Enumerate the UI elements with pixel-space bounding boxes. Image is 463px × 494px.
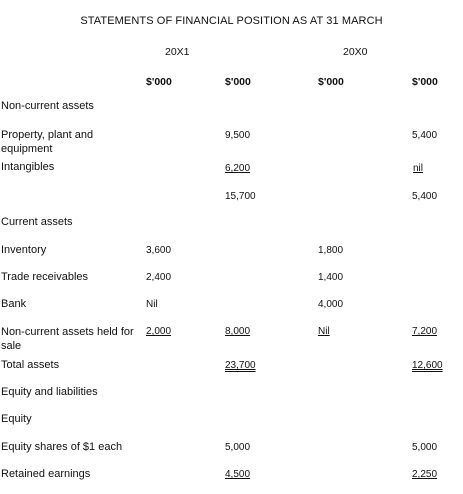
section-heading: Equity and liabilities [1, 386, 98, 398]
value-bank-20x1: Nil [146, 299, 158, 310]
value-retained-20x1: 4,500 [225, 469, 251, 480]
row-label-held-for-sale: Non-current assets held for sale [1, 326, 134, 352]
statement-title: STATEMENTS OF FINANCIAL POSITION AS AT 31 MARCH [80, 15, 383, 27]
row-label-inventory: Inventory [1, 244, 47, 256]
currency-header: $'000 [146, 76, 172, 88]
row-label-retained: Retained earnings [1, 468, 91, 480]
value-inventory-20x1: 3,600 [146, 245, 172, 256]
row-label-bank: Bank [1, 298, 27, 310]
year-header-20x0: 20X0 [343, 46, 368, 58]
section-heading: Equity [1, 413, 32, 425]
value-retained-20x0: 2,250 [412, 469, 438, 480]
row-label-shares: Equity shares of $1 each [1, 441, 123, 453]
currency-header: $'000 [225, 76, 251, 88]
value-intangibles-20x1: 6,200 [225, 163, 251, 174]
year-header-20x1: 20X1 [165, 46, 190, 58]
value-total-assets-20x1: 23,700 [225, 360, 256, 371]
value-hfs-detail-20x1: 2,000 [146, 326, 172, 337]
value-receivables-20x1: 2,400 [146, 272, 172, 283]
value-ppe-20x1: 9,500 [225, 130, 251, 141]
value-shares-20x1: 5,000 [225, 442, 251, 453]
value-inventory-20x0: 1,800 [318, 245, 344, 256]
value-hfs-total-20x0: 7,200 [412, 326, 438, 337]
currency-header: $'000 [412, 76, 438, 88]
value-intangibles-20x0: nil [413, 163, 424, 174]
value-total-assets-20x0: 12,600 [412, 360, 443, 371]
value-nca-total-20x0: 5,400 [412, 191, 438, 202]
row-label-ppe: Property, plant and equipment [1, 129, 94, 155]
value-ppe-20x0: 5,400 [412, 130, 438, 141]
row-label-intangibles: Intangibles [1, 161, 55, 173]
value-nca-total-20x1: 15,700 [225, 191, 256, 202]
value-bank-20x0: 4,000 [318, 299, 344, 310]
value-hfs-detail-20x0: Nil [318, 326, 330, 337]
section-heading: Non-current assets [1, 100, 94, 112]
currency-header: $'000 [318, 76, 344, 88]
value-hfs-total-20x1: 8,000 [225, 326, 251, 337]
value-receivables-20x0: 1,400 [318, 272, 344, 283]
row-label-receivables: Trade receivables [1, 271, 89, 283]
value-shares-20x0: 5,000 [412, 442, 438, 453]
row-label-total-assets: Total assets [1, 359, 60, 371]
section-heading: Current assets [1, 216, 73, 228]
